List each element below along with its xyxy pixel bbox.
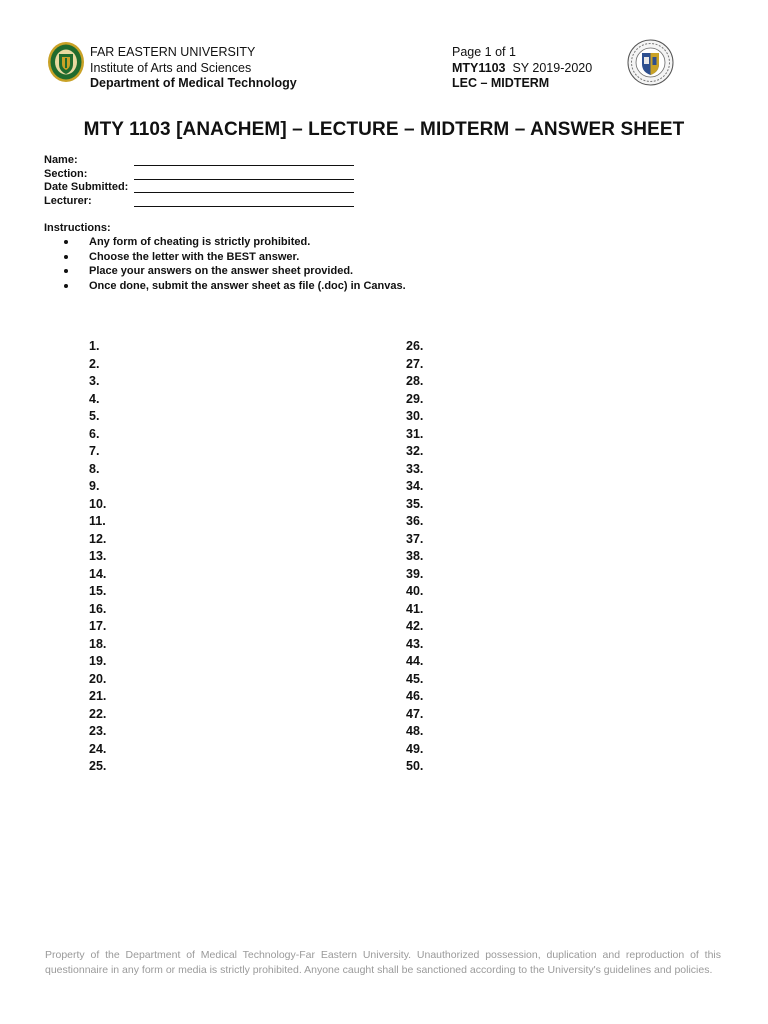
header-institution xyxy=(90,45,297,92)
page-title: MTY 1103 [ANACHEM] – LECTURE – MIDTERM – ANSWER SHEET xyxy=(83,119,685,140)
answer-number: 8. xyxy=(89,461,100,476)
answer-number: 13. xyxy=(89,549,107,563)
answer-number: 43. xyxy=(406,636,424,651)
answer-number: 45. xyxy=(406,671,424,686)
course-line xyxy=(452,61,592,77)
instruction-item: Once done, submit the answer sheet as file (.doc) in Canvas. xyxy=(62,279,406,294)
answer-number: 31. xyxy=(406,426,424,441)
instruction-item: Place your answers on the answer sheet provided. xyxy=(62,264,406,279)
answer-number: 26. xyxy=(406,339,424,353)
department-seal-logo xyxy=(627,39,674,86)
answer-number: 14. xyxy=(89,566,107,581)
school-year: SY 2019-2020 xyxy=(512,60,593,75)
answer-number: 37. xyxy=(406,531,424,546)
answer-number: 32. xyxy=(406,444,424,458)
answer-number: 7. xyxy=(89,444,100,458)
answer-number: 36. xyxy=(406,514,424,528)
answer-number: 50. xyxy=(406,759,424,773)
answer-number: 44. xyxy=(406,654,424,668)
page-indicator: Page 1 of 1 xyxy=(452,45,516,59)
answer-number: 33. xyxy=(406,461,424,476)
answer-number: 38. xyxy=(406,549,424,563)
field-section xyxy=(44,168,354,182)
field-blank-line xyxy=(134,195,354,207)
answer-number: 17. xyxy=(89,619,107,633)
answer-number: 20. xyxy=(89,671,107,686)
answer-column-right xyxy=(406,338,423,776)
answer-number: 25. xyxy=(89,759,107,773)
answer-number: 29. xyxy=(406,391,424,406)
answer-number: 46. xyxy=(406,689,424,703)
answer-number: 34. xyxy=(406,479,424,493)
field-blank-line xyxy=(134,154,354,166)
answer-number: 42. xyxy=(406,619,424,633)
answer-number: 16. xyxy=(89,601,107,616)
answer-number: 21. xyxy=(89,689,107,703)
answer-number: 30. xyxy=(406,409,424,423)
instruction-item: Any form of cheating is strictly prohibited. xyxy=(62,235,406,250)
answer-number: 2. xyxy=(89,356,100,371)
course-code: MTY1103 xyxy=(452,60,506,75)
answer-number: 6. xyxy=(89,426,100,441)
field-blank-line xyxy=(134,181,354,193)
instructions-heading: Instructions: xyxy=(44,222,111,234)
field-label: Name: xyxy=(44,154,78,166)
field-label: Section: xyxy=(44,167,88,180)
answer-number: 35. xyxy=(406,496,424,511)
field-name xyxy=(44,154,354,168)
answer-number: 18. xyxy=(89,636,107,651)
footer-disclaimer: Property of the Department of Medical Technology-Far Eastern University. Unauthorized possession, duplication and reproduction of this questionnaire in any form or media is strictly prohibited. Anyone caught shall be sanctioned according to the University's guidelines and policies. xyxy=(45,949,721,976)
institute-name: Institute of Arts and Sciences xyxy=(90,60,252,75)
exam-type: LEC – MIDTERM xyxy=(452,76,550,90)
answer-number: 1. xyxy=(89,339,100,353)
answer-number: 28. xyxy=(406,374,424,388)
answer-number: 15. xyxy=(89,584,107,598)
answer-number: 3. xyxy=(89,374,100,388)
answer-number: 19. xyxy=(89,654,107,668)
answer-number: 23. xyxy=(89,724,107,738)
instructions-list xyxy=(62,235,406,293)
answer-number: 47. xyxy=(406,706,424,721)
answer-column-left xyxy=(89,338,106,776)
answer-number: 4. xyxy=(89,391,100,406)
answer-number: 22. xyxy=(89,706,107,721)
answer-number: 49. xyxy=(406,741,424,756)
field-label: Date Submitted: xyxy=(44,181,129,193)
answer-number: 48. xyxy=(406,724,424,738)
answer-number: 5. xyxy=(89,409,100,423)
answer-number: 9. xyxy=(89,479,100,493)
answer-number: 11. xyxy=(89,514,106,528)
answer-number: 27. xyxy=(406,356,424,371)
field-label: Lecturer: xyxy=(44,194,92,207)
university-seal-logo xyxy=(47,41,85,83)
field-blank-line xyxy=(134,168,354,180)
department-name: Department of Medical Technology xyxy=(90,76,297,90)
instruction-item: Choose the letter with the BEST answer. xyxy=(62,250,406,265)
field-date-submitted xyxy=(44,181,354,195)
student-info-fields xyxy=(44,154,354,208)
answer-number: 39. xyxy=(406,566,424,581)
university-name: FAR EASTERN UNIVERSITY xyxy=(90,45,256,59)
field-lecturer xyxy=(44,195,354,209)
answer-number: 24. xyxy=(89,741,107,756)
header-exam-info xyxy=(452,45,592,92)
answer-number: 12. xyxy=(89,531,107,546)
answer-number: 10. xyxy=(89,496,107,511)
answer-number: 40. xyxy=(406,584,424,598)
answer-number: 41. xyxy=(406,601,424,616)
